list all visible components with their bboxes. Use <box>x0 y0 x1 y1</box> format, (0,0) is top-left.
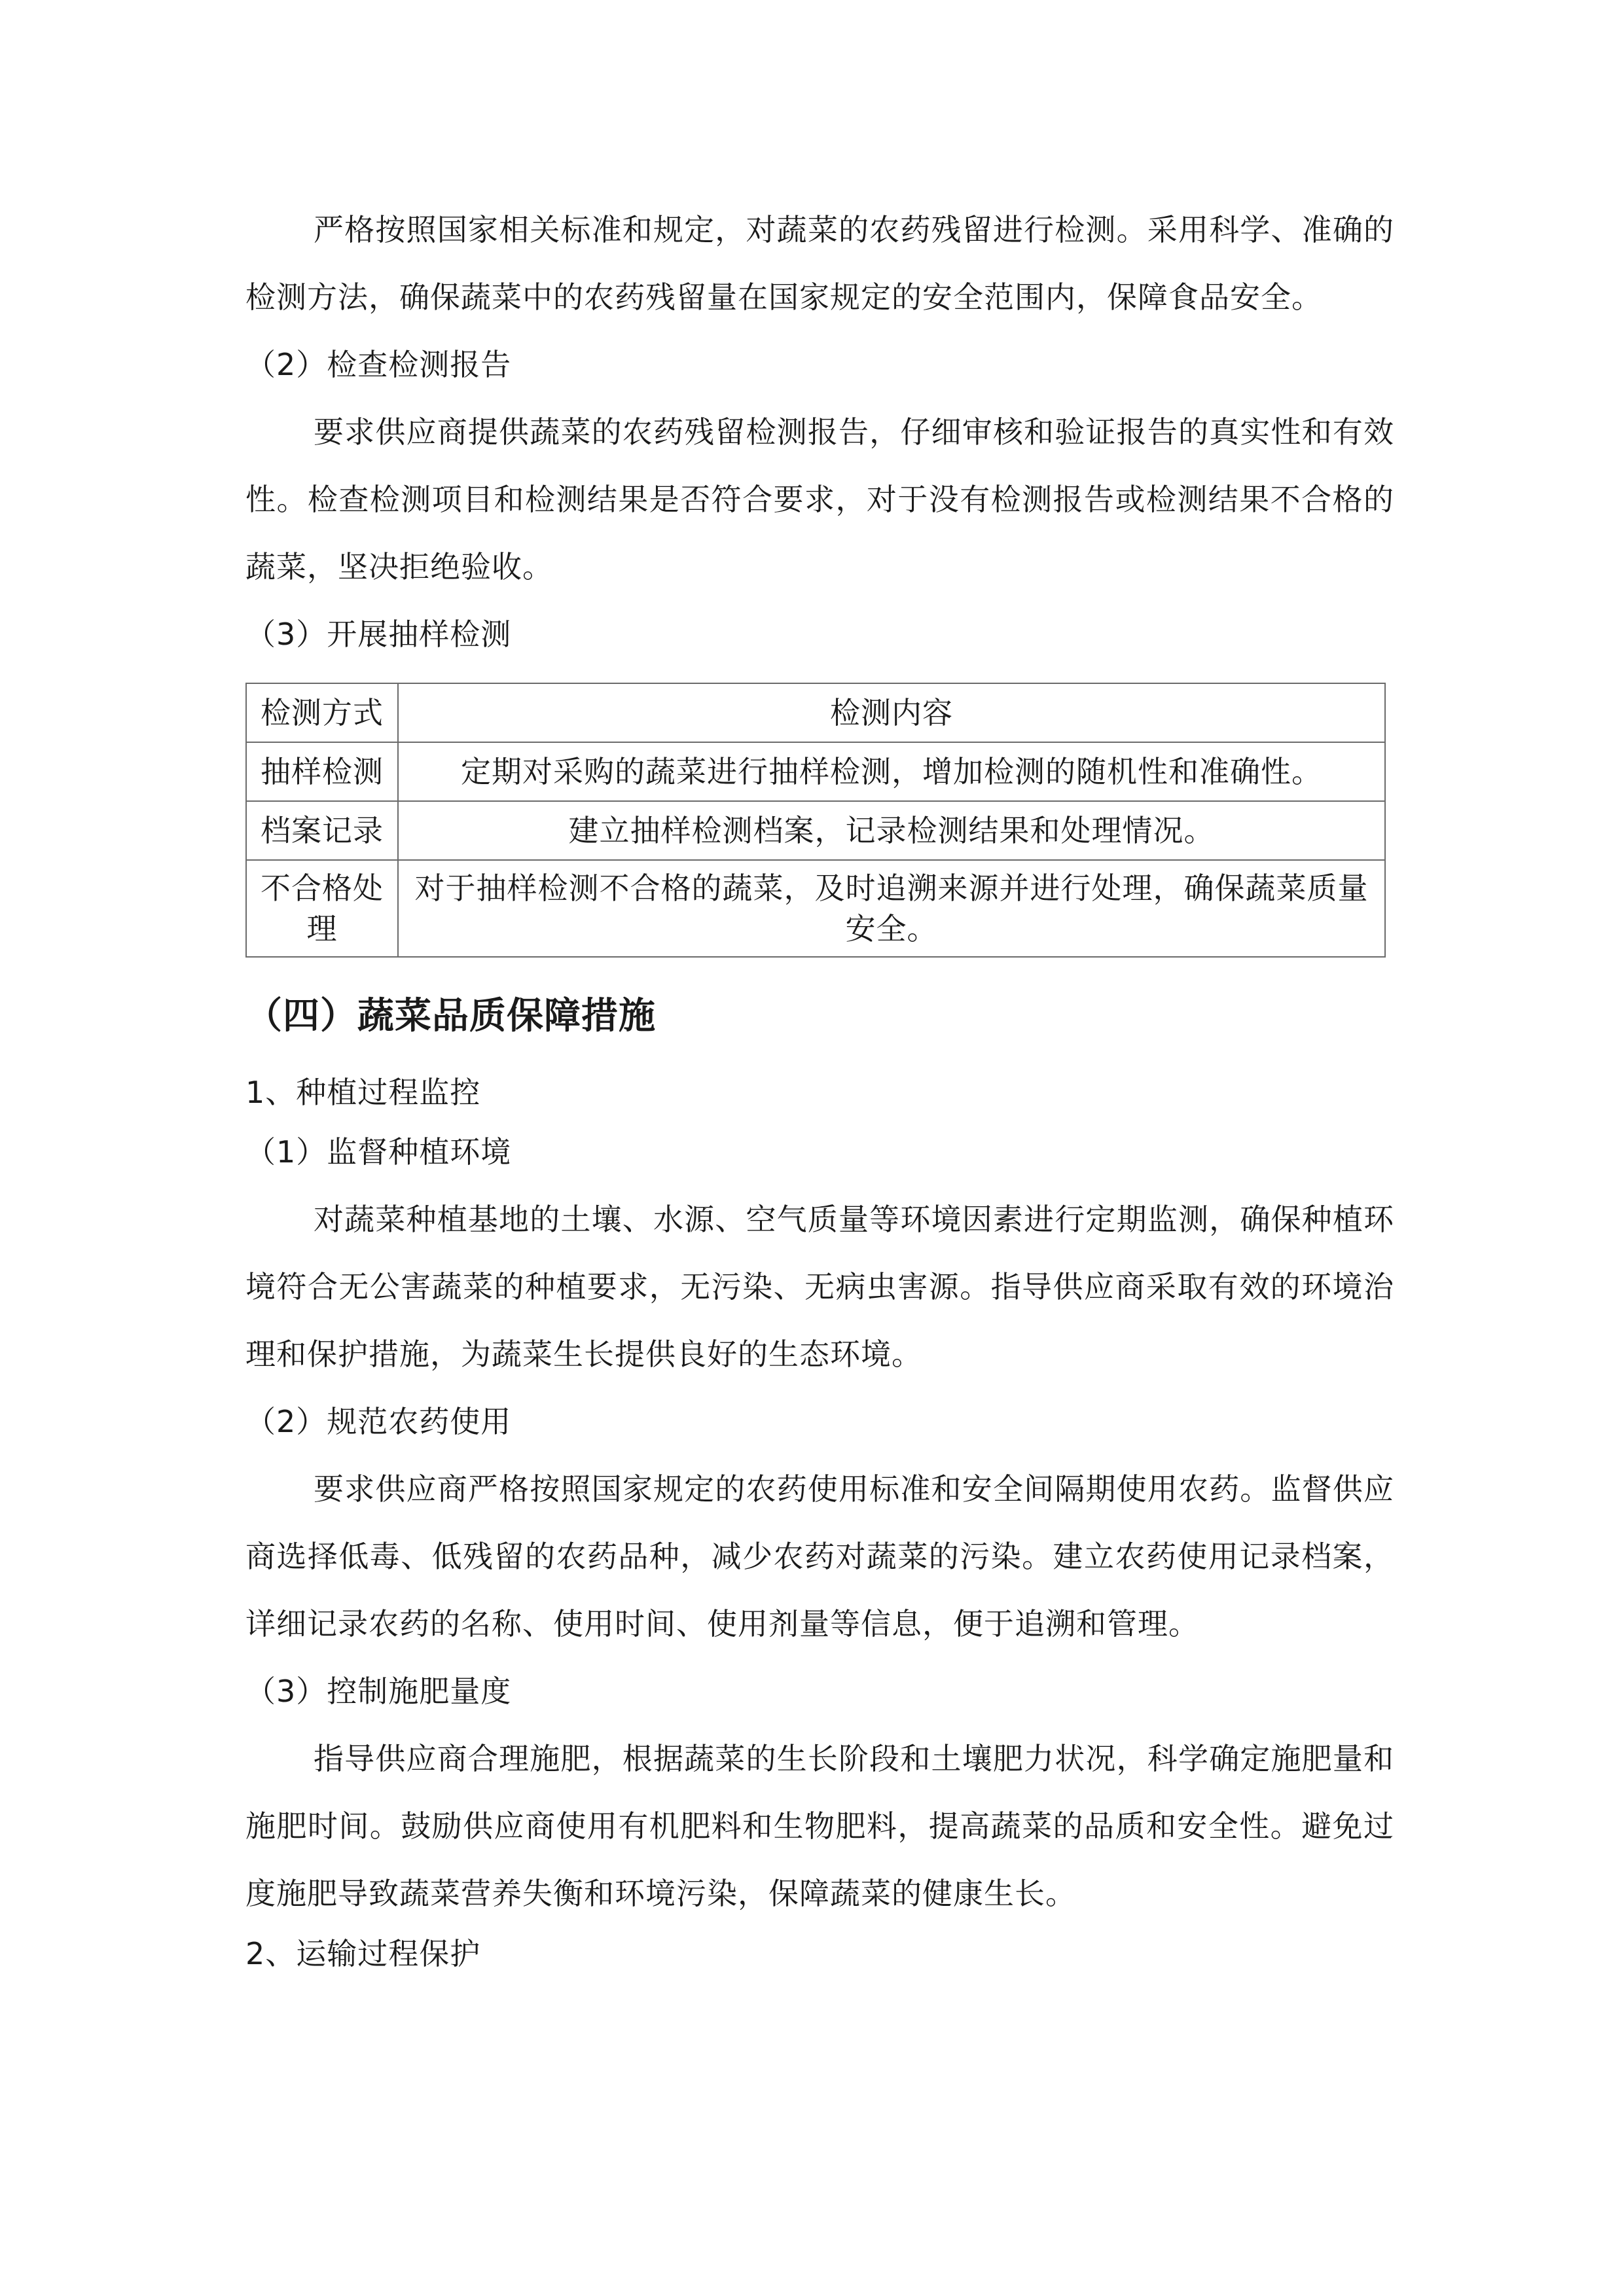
table-header-content: 检测内容 <box>398 683 1385 742</box>
table-cell-method: 抽样检测 <box>246 742 398 801</box>
paragraph-check-report: 要求供应商提供蔬菜的农药残留检测报告，仔细审核和验证报告的真实性和有效性。检查检测项目和检测结果是否符合要求，对于没有检测报告或检测结果不合格的蔬菜，坚决拒绝验收。 <box>245 414 1394 584</box>
heading-environment: （1）监督种植环境 <box>245 1134 512 1170</box>
heading-sampling: （3）开展抽样检测 <box>245 617 512 652</box>
table-cell-content: 建立抽样检测档案，记录检测结果和处理情况。 <box>398 801 1385 860</box>
paragraph-environment: 对蔬菜种植基地的土壤、水源、空气质量等环境因素进行定期监测，确保种植环境符合无公害蔬菜的种植要求，无污染、无病虫害源。指导供应商采取有效的环境治理和保护措施，为蔬菜生长提供良好的生态环境。 <box>245 1202 1394 1372</box>
table-cell-content: 对于抽样检测不合格的蔬菜，及时追溯来源并进行处理，确保蔬菜质量安全。 <box>398 860 1385 957</box>
sampling-table <box>245 683 1386 958</box>
heading-pesticide-use: （2）规范农药使用 <box>245 1404 512 1439</box>
table-row <box>246 801 1385 860</box>
table-cell-method: 档案记录 <box>246 801 398 860</box>
paragraph-pesticide-use: 要求供应商严格按照国家规定的农药使用标准和安全间隔期使用农药。监督供应商选择低毒、低残留的农药品种，减少农药对蔬菜的污染。建立农药使用记录档案，详细记录农药的名称、使用时间、使用剂量等信息，便于追溯和管理。 <box>245 1471 1394 1641</box>
table-header-method: 检测方式 <box>246 683 398 742</box>
paragraph-fertilizer: 指导供应商合理施肥，根据蔬菜的生长阶段和土壤肥力状况，科学确定施肥量和施肥时间。鼓励供应商使用有机肥料和生物肥料，提高蔬菜的品质和安全性。避免过度施肥导致蔬菜营养失衡和环境污染，保障蔬菜的健康生长。 <box>245 1741 1394 1911</box>
table-cell-method: 不合格处理 <box>246 860 398 957</box>
document-page <box>245 196 1394 1980</box>
paragraph-pesticide-testing: 严格按照国家相关标准和规定，对蔬菜的农药残留进行检测。采用科学、准确的检测方法，确保蔬菜中的农药残留量在国家规定的安全范围内，保障食品安全。 <box>245 212 1394 315</box>
table-row <box>246 742 1385 801</box>
table-row <box>246 860 1385 957</box>
section-title-quality: （四）蔬菜品质保障措施 <box>245 995 656 1037</box>
heading-transport: 2、运输过程保护 <box>245 1936 481 1971</box>
heading-check-report: （2）检查检测报告 <box>245 347 512 382</box>
heading-planting-monitor: 1、种植过程监控 <box>245 1075 481 1110</box>
table-cell-content: 定期对采购的蔬菜进行抽样检测，增加检测的随机性和准确性。 <box>398 742 1385 801</box>
table-header-row <box>246 683 1385 742</box>
heading-fertilizer: （3）控制施肥量度 <box>245 1674 512 1709</box>
